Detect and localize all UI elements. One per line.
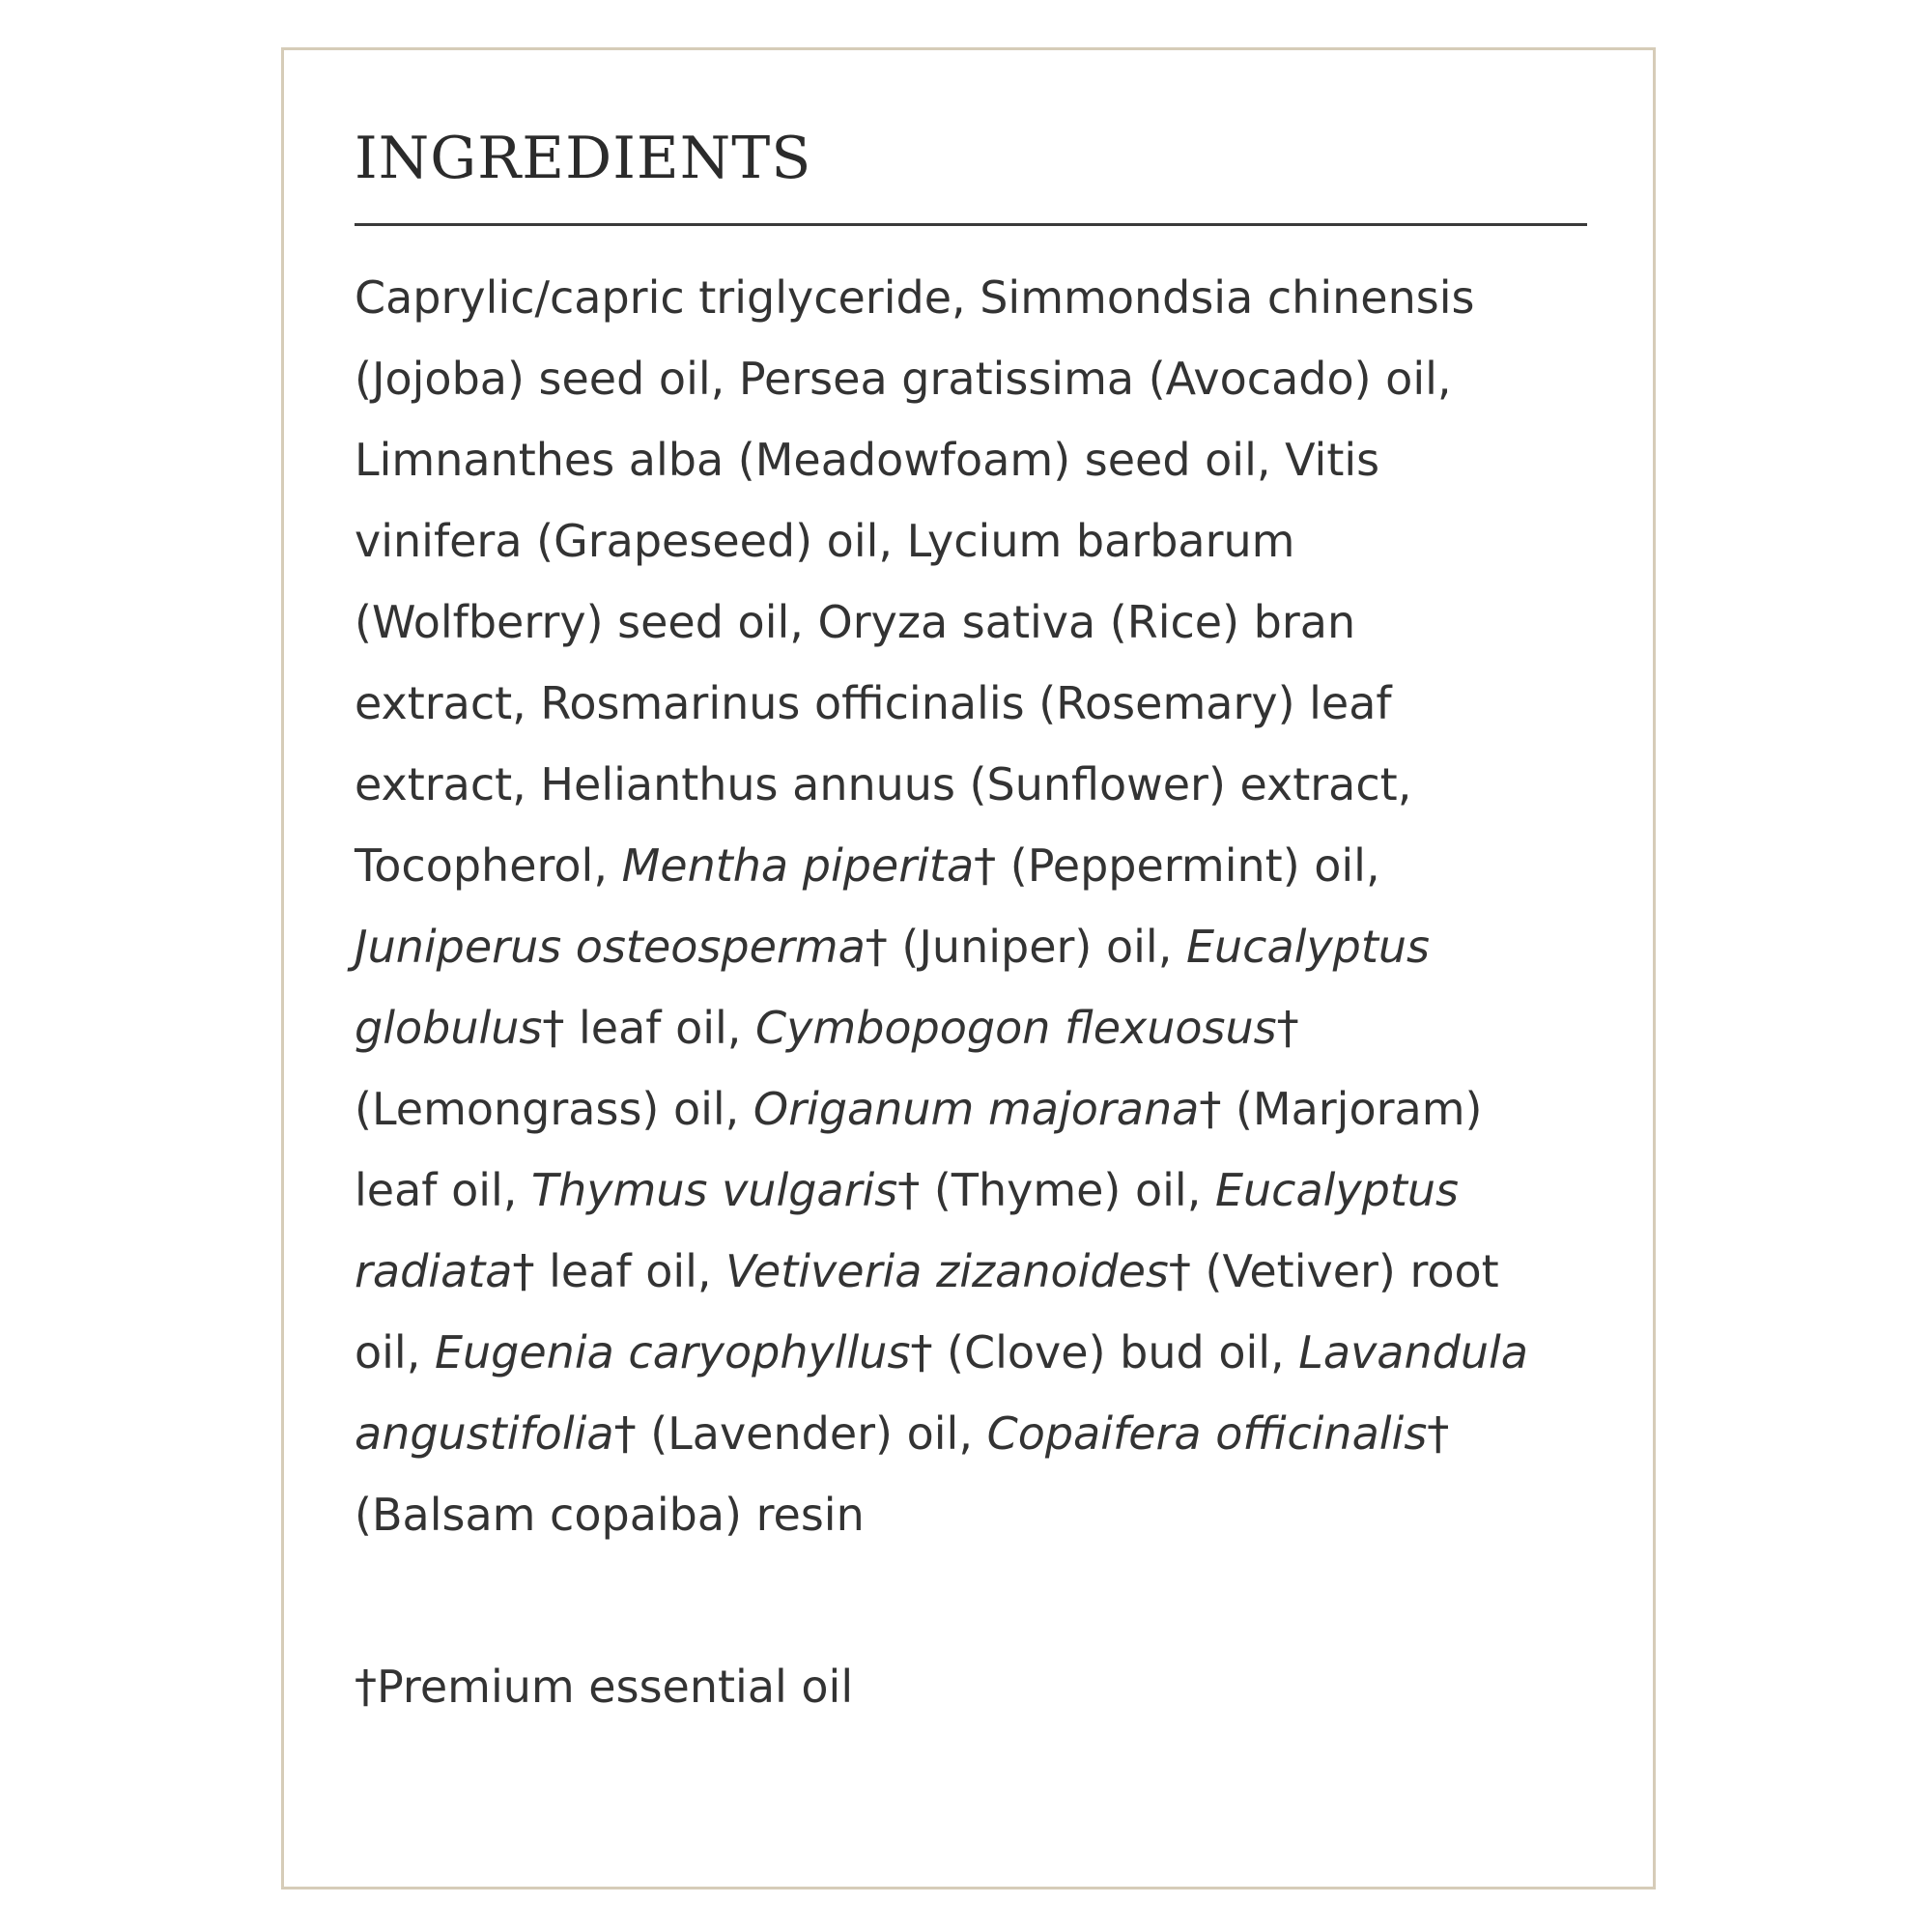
ingredients-text-run: Caprylic/capric triglyceride, Simmondsia chinensis	[355, 271, 1475, 324]
ingredients-line	[355, 1231, 1601, 1312]
botanical-name: Lavandula	[1298, 1326, 1528, 1378]
ingredients-text-run: leaf oil,	[355, 1164, 532, 1216]
ingredients-line	[355, 744, 1601, 825]
ingredients-line	[355, 825, 1601, 906]
ingredients-line	[355, 1150, 1601, 1231]
ingredients-line	[355, 663, 1601, 744]
ingredients-line	[355, 1393, 1601, 1474]
ingredients-line	[355, 419, 1601, 500]
botanical-name: Origanum majorana	[753, 1083, 1200, 1135]
ingredients-text-run: Limnanthes alba (Meadowfoam) seed oil, Vitis	[355, 434, 1380, 486]
botanical-name: Eugenia caryophyllus	[434, 1326, 911, 1378]
ingredients-line	[355, 257, 1601, 338]
ingredients-heading: INGREDIENTS	[355, 125, 812, 192]
ingredients-text-run: extract, Rosmarinus officinalis (Rosemary) leaf	[355, 677, 1392, 729]
botanical-name: Eucalyptus	[1214, 1164, 1460, 1216]
botanical-name: Vetiveria zizanoides	[725, 1245, 1169, 1297]
botanical-name: globulus	[355, 1002, 543, 1054]
botanical-name: Mentha piperita	[621, 839, 975, 892]
ingredients-text-run: vinifera (Grapeseed) oil, Lycium barbarum	[355, 515, 1295, 567]
ingredients-text-run: (Jojoba) seed oil, Persea gratissima (Avocado) oil,	[355, 353, 1452, 405]
botanical-name: Cymbopogon flexuosus	[755, 1002, 1277, 1054]
ingredients-text-run: † (Peppermint) oil,	[974, 839, 1380, 892]
ingredients-line	[355, 1474, 1601, 1555]
ingredients-line	[355, 987, 1601, 1068]
ingredients-line	[355, 338, 1601, 419]
ingredients-card	[281, 47, 1656, 1889]
ingredients-text-run: (Lemongrass) oil,	[355, 1083, 753, 1135]
heading-divider	[355, 223, 1587, 226]
ingredients-text-run: †	[1276, 1002, 1299, 1054]
ingredients-text-run: † leaf oil,	[542, 1002, 756, 1054]
botanical-name: radiata	[355, 1245, 513, 1297]
ingredients-line	[355, 500, 1601, 582]
ingredients-text-run: † (Juniper) oil,	[865, 921, 1186, 973]
ingredients-text-run: † (Marjoram)	[1199, 1083, 1483, 1135]
ingredients-text-run: †	[1427, 1407, 1450, 1460]
ingredients-text-run: (Balsam copaiba) resin	[355, 1489, 865, 1541]
ingredients-list	[355, 257, 1601, 1555]
botanical-name: Eucalyptus	[1185, 921, 1430, 973]
botanical-name: angustifolia	[355, 1407, 614, 1460]
ingredients-text-run: extract, Helianthus annuus (Sunflower) extract,	[355, 758, 1412, 810]
ingredients-text-run: Tocopherol,	[355, 839, 622, 892]
ingredients-text-run: † (Vetiver) root	[1168, 1245, 1499, 1297]
footnote: †Premium essential oil	[355, 1661, 854, 1713]
botanical-name: Juniperus osteosperma	[355, 921, 866, 973]
ingredients-line	[355, 582, 1601, 663]
ingredients-line	[355, 1068, 1601, 1150]
ingredients-text-run: † (Thyme) oil,	[897, 1164, 1215, 1216]
ingredients-text-run: † leaf oil,	[512, 1245, 726, 1297]
botanical-name: Copaifera officinalis	[986, 1407, 1428, 1460]
ingredients-text-run: † (Clove) bud oil,	[910, 1326, 1299, 1378]
ingredients-text-run: † (Lavender) oil,	[613, 1407, 987, 1460]
ingredients-line	[355, 1312, 1601, 1393]
ingredients-text-run: oil,	[355, 1326, 435, 1378]
ingredients-line	[355, 906, 1601, 987]
botanical-name: Thymus vulgaris	[531, 1164, 898, 1216]
ingredients-text-run: (Wolfberry) seed oil, Oryza sativa (Rice) bran	[355, 596, 1356, 648]
